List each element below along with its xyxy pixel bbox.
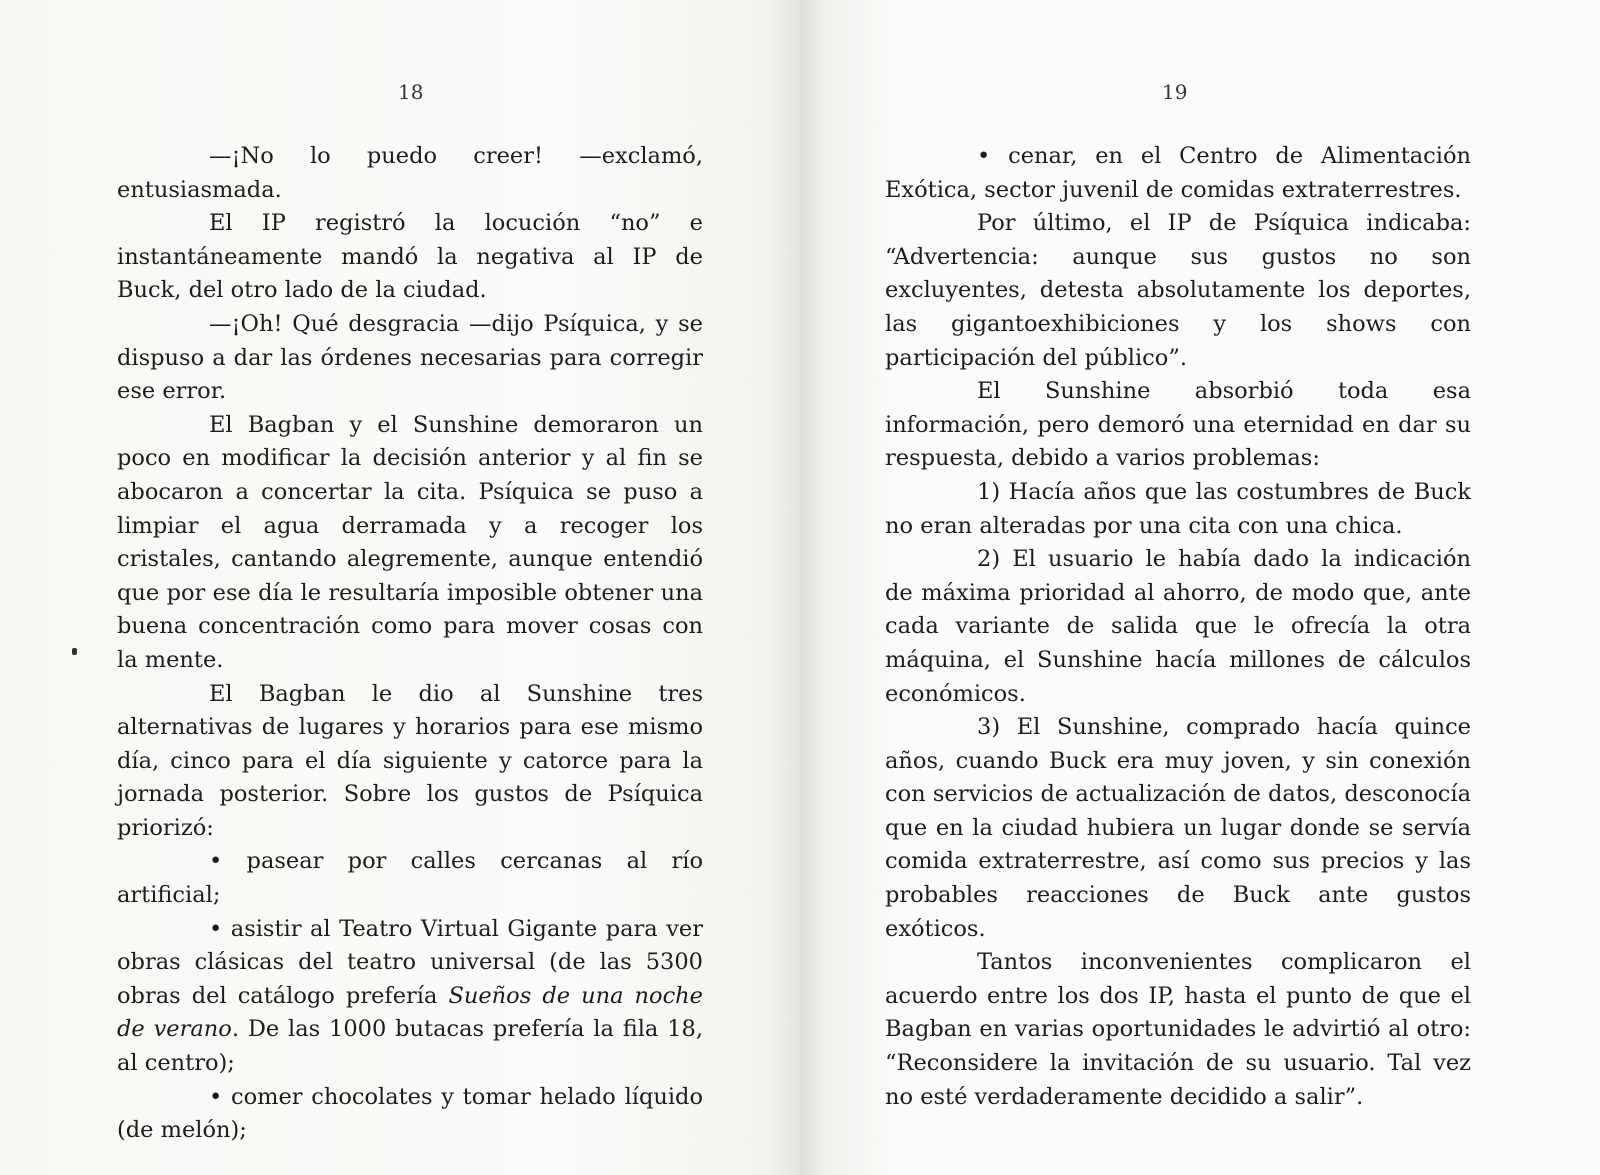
list-item: • pasear por calles cercanas al río artificial; [117, 848, 703, 909]
page-number-right: 19 [1162, 80, 1188, 104]
numbered-item: 2) El usuario le había dado la indicación de máxima prioridad al ahorro, de modo que, ante cada variante de salida que le ofrecía la otra máquina, el Sunshine hacía millones de cálculos económicos. [885, 546, 1471, 707]
paragraph: Tantos inconvenientes complicaron el acuerdo entre los dos IP, hasta el punto de que el Bagban en varias oportunidades le advirtió al otro: “Reconsidere la invitación de su usuario. Tal vez no esté verdaderamente decidido a salir”. [885, 949, 1471, 1110]
paragraph: El Bagban y el Sunshine demoraron un poco en modificar la decisión anterior y al fin se abocaron a concertar la cita. Psíquica se puso a limpiar el agua derramada y a recoger los cristales, cantando alegremente, aunque entendió que por ese día le resultaría imposible obtener una buena concentración como para mover cosas con la mente. [117, 411, 703, 673]
paragraph: Por último, el IP de Psíquica indicaba: “Advertencia: aunque sus gustos no son excluyentes, detesta absolutamente los deportes, las gigantoexhibiciones y los shows con participación del público”. [885, 210, 1471, 371]
list-item: • cenar, en el Centro de Alimentación Exótica, sector juvenil de comidas extraterrestres. [885, 143, 1471, 203]
numbered-item: 3) El Sunshine, comprado hacía quince años, cuando Buck era muy joven, y sin conexión con servicios de actualización de datos, desconocía que en la ciudad hubiera un lugar donde se servía comida extraterrestre, así como sus precios y las probables reacciones de Buck ante gustos exóticos. [885, 714, 1471, 942]
list-item-theater [117, 913, 703, 1081]
play-title: Sueños de una noche de verano [117, 982, 703, 1043]
theater-text-before: • asistir al Teatro Virtual Gigante para ver obras clásicas del teatro universal (de las 5300 obras del catálogo prefería [117, 915, 703, 1009]
numbered-item: 1) Hacía años que las costumbres de Buck no eran alteradas por una cita con una chica. [885, 478, 1471, 539]
list-item: • comer chocolates y tomar helado líquido (de melón); [117, 1083, 703, 1144]
page-number-left: 18 [398, 80, 424, 104]
paragraph: —¡No lo puedo creer! —exclamó, entusiasmada. [117, 143, 703, 203]
paragraph: El Sunshine absorbió toda esa información, pero demoró una eternidad en dar su respuesta, debido a varios problemas: [885, 378, 1471, 472]
right-page-text [885, 140, 1471, 1114]
paragraph: El IP registró la locución “no” e instantáneamente mandó la negativa al IP de Buck, del otro lado de la ciudad. [117, 210, 703, 304]
left-page-text [117, 140, 703, 1148]
paragraph: —¡Oh! Qué desgracia —dijo Psíquica, y se dispuso a dar las órdenes necesarias para corregir ese error. [117, 310, 703, 405]
paragraph: El Bagban le dio al Sunshine tres alternativas de lugares y horarios para ese mismo día, cinco para el día siguiente y catorce para la jornada posterior. Sobre los gustos de Psíquica priorizó: [117, 680, 703, 841]
theater-text-after: . De las 1000 butacas prefería la fila 18, al centro); [117, 1016, 703, 1077]
ink-speck [72, 648, 77, 655]
